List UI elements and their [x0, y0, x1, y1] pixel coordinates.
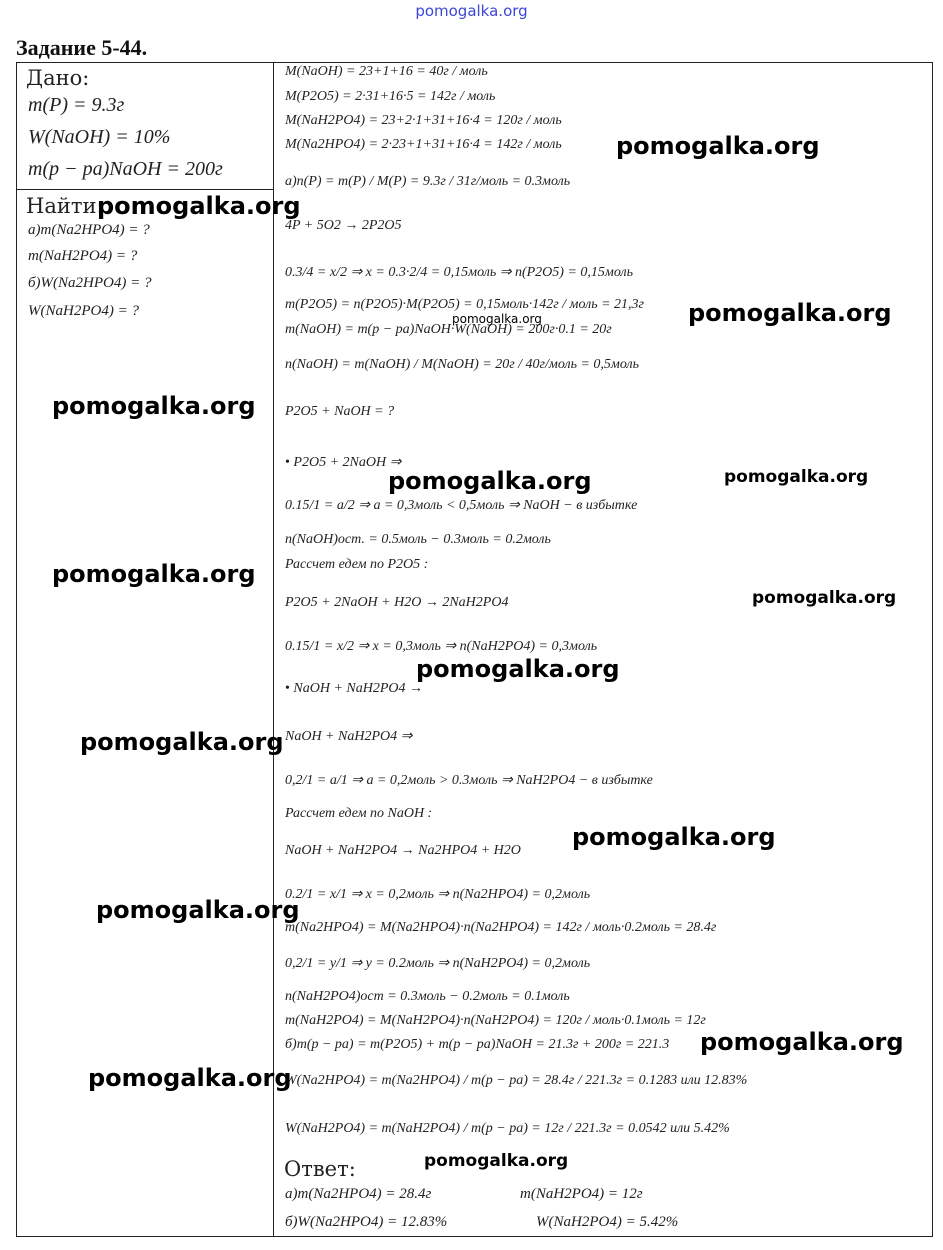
find-line: W(NaH2PO4) = ?	[28, 303, 139, 319]
watermark: pomogalka.org	[700, 1028, 904, 1056]
solution-line	[285, 454, 401, 471]
watermark: pomogalka.org	[52, 560, 256, 588]
watermark: pomogalka.org	[416, 655, 620, 683]
solution-line: 0.15/1 = x/2 ⇒ x = 0,3моль ⇒ n(NaH2PO4) = 0,3моль	[285, 639, 598, 654]
solution-line: P2O5 + 2NaOH + H2O → 2NaH2PO4	[285, 595, 509, 610]
answer-line: m(NaH2PO4) = 12г	[520, 1186, 643, 1202]
solution-line: Рассчет едем по P2O5 :	[285, 557, 429, 572]
given-line: m(p − pa)NaOH = 200г	[28, 158, 223, 180]
solution-line: m(Na2HPO4) = M(Na2HPO4)·n(Na2HPO4) = 142г / моль·0.2моль = 28.4г	[285, 920, 717, 935]
solution-line	[285, 681, 423, 697]
find-line: m(NaH2PO4) = ?	[28, 248, 138, 264]
solution-line: б)m(p − pa) = m(P2O5) + m(p − pa)NaOH = 21.3г + 200г = 221.3	[285, 1037, 670, 1052]
solution-line: P2O5 + NaOH = ?	[285, 404, 395, 419]
answer-line: а)m(Na2HPO4) = 28.4г	[285, 1186, 432, 1202]
solution-line-text: P2O5 + 2NaOH ⇒	[293, 455, 402, 470]
solution-line: m(P2O5) = n(P2O5)·M(P2O5) = 0,15моль·142г / моль = 21,3г	[285, 297, 645, 312]
watermark: pomogalka.org	[616, 132, 820, 160]
solution-line: NaOH + NaH2PO4 ⇒	[285, 729, 413, 744]
solution-line: M(NaH2PO4) = 23+2·1+31+16·4 = 120г / моль	[285, 113, 562, 128]
solution-line-text: NaOH + NaH2PO4 →	[293, 681, 424, 696]
find-line: б)W(Na2HPO4) = ?	[28, 275, 152, 291]
solution-line: M(Na2HPO4) = 2·23+1+31+16·4 = 142г / моль	[285, 137, 562, 152]
find-title: Найти:	[26, 194, 104, 218]
watermark: pomogalka.org	[388, 467, 592, 495]
solution-line: а)n(P) = m(P) / M(P) = 9.3г / 31г/моль = 0.3моль	[285, 174, 571, 189]
task-title: Задание 5-44.	[16, 35, 148, 60]
given-line: m(P) = 9.3г	[28, 94, 125, 116]
watermark: pomogalka.org	[688, 299, 892, 327]
solution-line: NaOH + NaH2PO4 → Na2HPO4 + H2O	[285, 843, 521, 858]
solution-line: M(NaOH) = 23+1+16 = 40г / моль	[285, 64, 488, 79]
solution-line: n(NaOH) = m(NaOH) / M(NaOH) = 20г / 40г/моль = 0,5моль	[285, 357, 639, 372]
bullet-icon: •	[285, 455, 290, 470]
watermark: pomogalka.org	[96, 896, 300, 924]
solution-line: 0.3/4 = x/2 ⇒ x = 0.3·2/4 = 0,15моль ⇒ n(P2O5) = 0,15моль	[285, 265, 633, 280]
site-header-link[interactable]: pomogalka.org	[415, 2, 528, 20]
watermark: pomogalka.org	[52, 392, 256, 420]
solution-line: n(NaOH)ост. = 0.5моль − 0.3моль = 0.2моль	[285, 532, 551, 547]
solution-line: n(NaH2PO4)ост = 0.3моль − 0.2моль = 0.1моль	[285, 989, 570, 1004]
watermark: pomogalka.org	[97, 192, 301, 220]
solution-line: m(NaH2PO4) = M(NaH2PO4)·n(NaH2PO4) = 120г / моль·0.1моль = 12г	[285, 1013, 706, 1028]
solution-line: 0.2/1 = x/1 ⇒ x = 0,2моль ⇒ n(Na2HPO4) = 0,2моль	[285, 887, 591, 902]
solution-line: Рассчет едем по NaOH :	[285, 806, 433, 821]
given-title: Дано:	[26, 66, 90, 90]
watermark: pomogalka.org	[572, 823, 776, 851]
solution-line: W(Na2HPO4) = m(Na2HPO4) / m(p − pa) = 28.4г / 221.3г = 0.1283 или 12.83%	[285, 1073, 748, 1088]
solution-line: 0,2/1 = y/1 ⇒ y = 0.2моль ⇒ n(NaH2PO4) = 0,2моль	[285, 956, 591, 971]
watermark: pomogalka.org	[88, 1064, 292, 1092]
solution-line: 0,2/1 = a/1 ⇒ a = 0,2моль > 0.3моль ⇒ NaH2PO4 − в избытке	[285, 773, 653, 788]
solution-line: M(P2O5) = 2·31+16·5 = 142г / моль	[285, 89, 496, 104]
solution-line: W(NaH2PO4) = m(NaH2PO4) / m(p − pa) = 12г / 221.3г = 0.0542 или 5.42%	[285, 1121, 730, 1136]
watermark: pomogalka.org	[752, 588, 897, 608]
watermark: pomogalka.org	[80, 728, 284, 756]
find-line: а)m(Na2HPO4) = ?	[28, 222, 150, 238]
solution-line: m(NaOH) = m(p − pa)NaOH·W(NaOH) = 200г·0.1 = 20г	[285, 322, 612, 337]
answer-line: б)W(Na2HPO4) = 12.83%	[285, 1214, 448, 1230]
answer-line: W(NaH2PO4) = 5.42%	[536, 1214, 679, 1230]
watermark: pomogalka.org	[424, 1151, 569, 1171]
watermark: pomogalka.org	[452, 312, 542, 326]
given-line: W(NaOH) = 10%	[28, 126, 171, 148]
watermark: pomogalka.org	[724, 467, 869, 487]
solution-line: 0.15/1 = a/2 ⇒ a = 0,3моль < 0,5моль ⇒ NaOH − в избытке	[285, 498, 638, 513]
answer-title: Ответ:	[284, 1157, 356, 1181]
solution-line: 4P + 5O2 → 2P2O5	[285, 218, 402, 233]
bullet-icon: •	[285, 681, 290, 696]
